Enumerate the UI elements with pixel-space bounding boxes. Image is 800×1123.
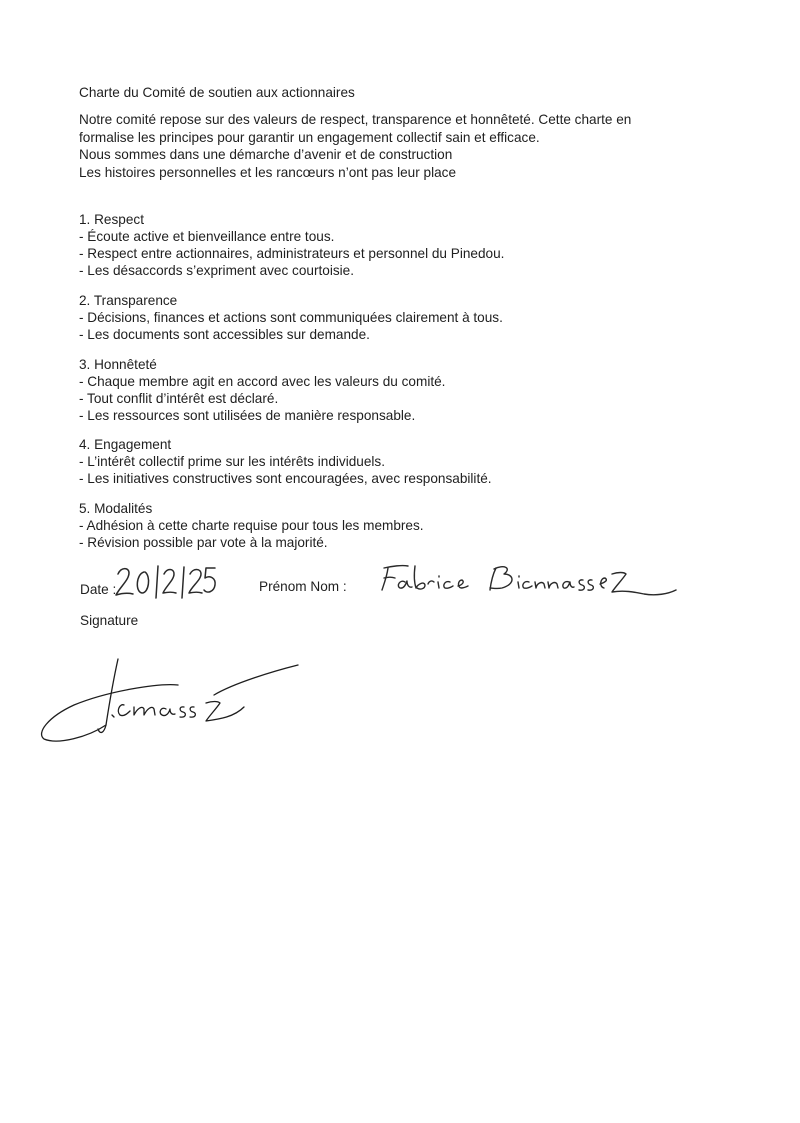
section-item: - Décisions, finances et actions sont communiquées clairement à tous. [79, 310, 503, 325]
section-modalites [79, 500, 699, 551]
handwritten-date [112, 562, 218, 602]
section-engagement [79, 436, 699, 487]
section-heading: 5. Modalités [79, 501, 153, 516]
intro-line: Nous sommes dans une démarche d’avenir et de construction [79, 147, 453, 162]
section-item: - Les initiatives constructives sont encouragées, avec responsabilité. [79, 471, 492, 486]
section-transparence [79, 292, 699, 343]
section-respect [79, 211, 699, 279]
section-honnetete [79, 356, 699, 424]
signature-label: Signature [80, 613, 139, 628]
section-heading: 3. Honnêteté [79, 357, 157, 372]
document-title: Charte du Comité de soutien aux actionnaires [79, 85, 355, 100]
intro-paragraph [79, 111, 719, 181]
section-heading: 4. Engagement [79, 437, 172, 452]
section-item: - Tout conflit d’intérêt est déclaré. [79, 391, 279, 406]
intro-line: Notre comité repose sur des valeurs de respect, transparence et honnêteté. Cette charte en [79, 112, 632, 127]
handwritten-name [378, 560, 678, 610]
section-item: - Révision possible par vote à la majorité. [79, 535, 328, 550]
intro-line: formalise les principes pour garantir un engagement collectif sain et efficace. [79, 129, 540, 145]
section-item: - Les documents sont accessibles sur demande. [79, 327, 370, 342]
section-item: - L’intérêt collectif prime sur les intérêts individuels. [79, 454, 385, 469]
intro-line: Les histoires personnelles et les rancœurs n’ont pas leur place [79, 164, 457, 180]
section-item: - Écoute active et bienveillance entre tous. [79, 229, 335, 244]
section-item: - Les désaccords s’expriment avec courtoisie. [79, 263, 355, 278]
section-item: - Chaque membre agit en accord avec les valeurs du comité. [79, 374, 446, 389]
section-item: - Respect entre actionnaires, administrateurs et personnel du Pinedou. [79, 246, 505, 261]
name-label: Prénom Nom : [259, 579, 347, 594]
signature-image [38, 655, 300, 747]
section-heading: 2. Transparence [79, 293, 178, 308]
date-label: Date : [80, 582, 117, 597]
section-heading: 1. Respect [79, 212, 144, 227]
section-item: - Adhésion à cette charte requise pour tous les membres. [79, 518, 424, 533]
section-item: - Les ressources sont utilisées de manière responsable. [79, 408, 416, 423]
